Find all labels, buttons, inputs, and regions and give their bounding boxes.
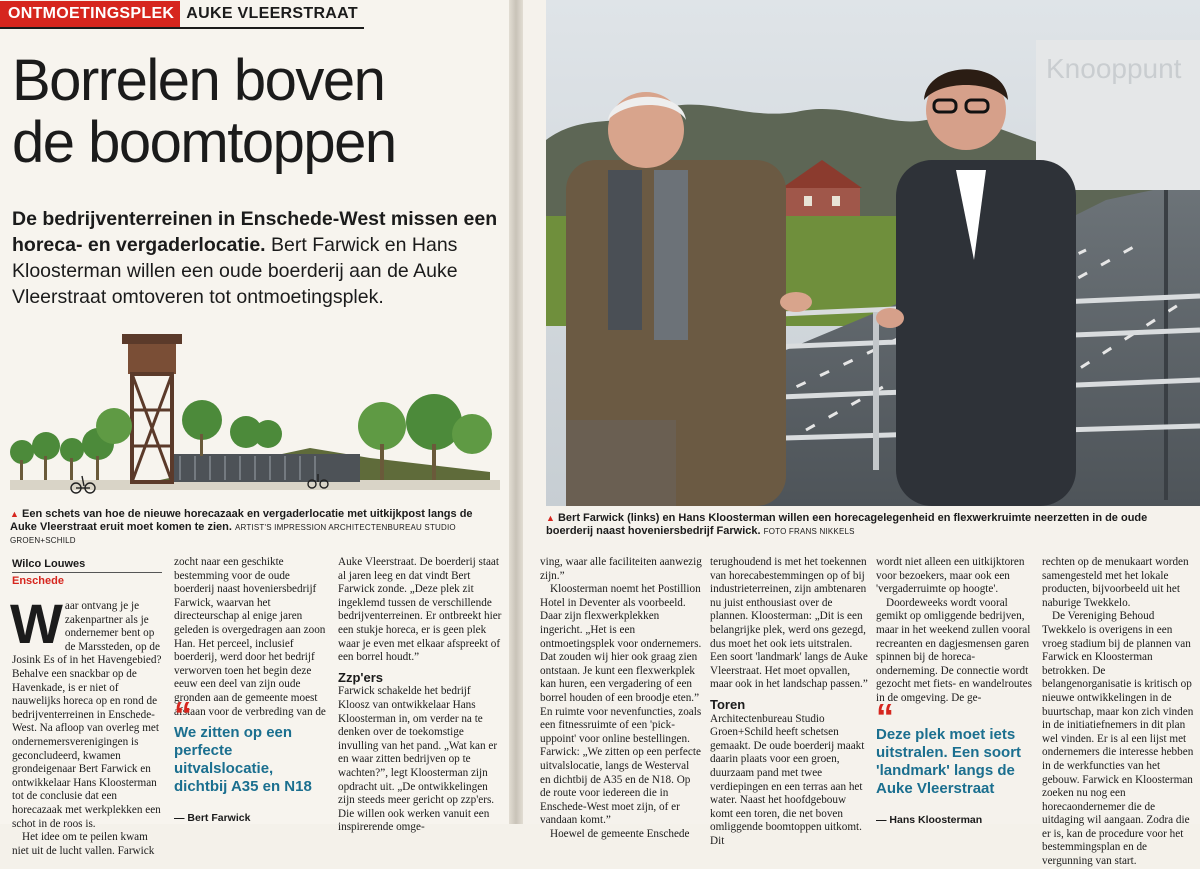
article-col2-p1: zocht naar een geschikte bestemming voor de oude boerderij naast hoveniersbedrijf Farwick, waarvan het directeurschap al enige jaren geleden is overgedragen aan zoon Han. Het perceel, inclusief boerderij, werd door het bedrijf verworven toen het begin deze eeuw een deel van zijn oude gronden aan de gemeente moest afstaan voor de verbreding van de: [174, 556, 326, 718]
article-col5-p2: Architectenbureau Studio Groen+Schild heeft schetsen gemaakt. De oude boerderij maakt daarin plaats voor een groen, duurzaam pand met twee verdiepingen en een terras aan het water. Naast het hoofdgebouw komt een toren, die net boven omliggende boomtoppen uitkomt. Dit: [710, 712, 865, 847]
page-gutter: [509, 0, 523, 824]
photo-caption: [546, 512, 1196, 538]
sketch-caption-credit: ARTIST'S IMPRESSION ARCHITECTENBUREAU STUDIO GROEN+SCHILD: [10, 523, 456, 545]
article-col1-p1: aar ontvang je je zakenpartner als je ondernemer bent op de Marssteden, op de Josink Es of in het Havengebied? Behalve een snackbar op de Havenkade, is er niet of nauwelijks horeca op en rond de bedrijventerreinen in Enschede-West. Na afloop van overleg met ondernemersverenigingen is geconcludeerd, kwamen grondeigenaar Bert Farwick en ontwikkelaar Hans Kloosterman tot de conclusie dat een horecazaak met werkplekken een schot in de roos is.: [12, 600, 162, 830]
photo-farwick-kloosterman: [546, 0, 1200, 506]
article-col6-p2: Doordeweeks wordt vooral gemikt op omliggende bedrijven, maar in het weekend zullen vooral recreanten en dagjesmensen garen spinnen bij de horeca-onderneming. De connectie wordt gezocht met fiets- en wandelroutes in de omgeving. De ge-: [876, 596, 1032, 704]
article-col6-p1: wordt niet alleen een uitkijktoren voor bezoekers, maar ook een 'vergaderruimte op hoogte'.: [876, 556, 1025, 596]
article-col1-p2: Het idee om te peilen kwam niet uit de lucht vallen. Farwick: [12, 831, 155, 857]
byline-author: Wilco Louwes: [12, 558, 162, 573]
article-column-4: [540, 556, 702, 841]
byline-place: Enschede: [12, 575, 64, 587]
architect-sketch: [10, 330, 500, 506]
billboard-text: Knooppunt: [1046, 53, 1182, 84]
article-col4-p1: ving, waar alle faciliteiten aanwezig zijn.”: [540, 556, 702, 582]
intro-bold: De bedrijventerreinen in Enschede-West missen een horeca- en vergaderlocatie.: [12, 208, 498, 256]
intro-regular: Bert Farwick en Hans Kloosterman willen een oude boerderij aan de Auke Vleerstraat omtoveren tot ontmoetingsplek.: [12, 234, 458, 308]
article-col5-p1: terughoudend is met het toekennen van horecabestemmingen op of bij industrieterreinen, zijn ambtenaren nu juist enthousiast over de plannen. Kloosterman: „Dit is een belangrijke plek, werd ons gezegd, dus moet het ook iets uitstralen. Een soort 'landmark' langs de Auke Vleerstraat. Het moet opvallen, maar ook in het landschap passen.”: [710, 556, 868, 691]
pull-quote-1: [174, 694, 324, 824]
section-rule: [0, 27, 364, 29]
section-header: [0, 0, 364, 28]
article-col5-subhead: Toren: [710, 696, 746, 712]
dropcap: W: [10, 592, 63, 655]
photo-caption-text: Bert Farwick (links) en Hans Kloosterman willen een horecagelegenheid en flexwerkruimte neerzetten in de oude boerderij naast hoveniersbedrijf Farwick.: [546, 512, 1148, 537]
article-col3-p2: Farwick schakelde het bedrijf Kloosz van ontwikkelaar Hans Kloosterman in, om verder na te denken over de toekomstige invulling van het pand. „Wat kan er en waar zitten bedrijven op te wachten?”, legt Kloosterman zijn opdracht uit. „De ontwikkelingen zijn steeds meer gericht op zzp'ers. Die willen ook werken vanuit een inspirerende omge-: [338, 685, 498, 834]
byline: [12, 558, 162, 587]
quote-mark-icon: “: [876, 696, 894, 737]
headline-line-1: Borrelen boven: [12, 48, 385, 113]
article-col7-p1: rechten op de menukaart worden samengesteld met het lokale producten, bijvoorbeeld uit het naburige Twekkelo.: [1042, 556, 1189, 609]
section-label: ONTMOETINGSPLEK: [0, 1, 180, 27]
article-column-3: [338, 556, 502, 835]
pull-quote-1-text: We zitten op een perfecte uitvalslocatie, dichtbij A35 en N18: [174, 724, 312, 795]
sketch-caption: [10, 508, 502, 547]
caption-triangle-icon: ▲: [10, 509, 19, 519]
section-street: AUKE VLEERSTRAAT: [186, 5, 358, 22]
quote-mark-icon: “: [174, 694, 192, 735]
intro-paragraph: [12, 206, 504, 310]
article-col3-subhead: Zzp'ers: [338, 669, 383, 685]
article-column-1: [10, 592, 166, 858]
article-col4-p2: Kloosterman noemt het Postillion Hotel in Deventer als voorbeeld. Daar zijn flexwerkplekken ingericht. „Het is een ontmoetingsplek voor ondernemers. Dat zouden wij hier ook graag zien ontstaan. Je kunt een flexwerkplek kan huren, een vergadering of een borrel houden of een broodje eten.” En ruimte voor nevenfuncties, zoals een fitnessruimte of een 'pick-uppoint' voor online bestellingen. Farwick: „We zitten op een perfecte uitvalslocatie, langs de Westerval en dichtbij de A35 en de N18. Op de route voor iedereen die in Enschede-West moet zijn, of er vandaan komt.”: [540, 583, 702, 827]
article-column-2: [174, 556, 328, 719]
pull-quote-2-text: Deze plek moet iets uitstralen. Een soort 'landmark' langs de Auke Vleerstraat: [876, 726, 1022, 797]
sketch-caption-text: Een schets van hoe de nieuwe horecazaak en vergaderlocatie met uitkijkpost langs de Auke Vleerstraat eruit moet komen te zien.: [10, 508, 473, 533]
pull-quote-2-name: — Hans Kloosterman: [876, 814, 983, 826]
article-column-5: [710, 556, 868, 848]
article-col7-p2: De Vereniging Behoud Twekkelo is overigens in een vroeg stadium bij de plannen van Farwick en Kloosterman betrokken. De belangenorganisatie is kritisch op nieuwe ontwikkelingen in de buurtschap, maar kon zich vinden in de initiatiefnemers in dit plan wel vinden. Er is al een lijst met ondernemers die interesse hebben in de werkfuncties van het gebouw. Farwick en Kloosterman zoeken nu nog een horecaondernemer die de uitdaging wil aangaan. Zodra die er is, kan de procedure voor het bestemmingsplan en de vergunning van start.: [1042, 610, 1194, 868]
page-title: [12, 50, 502, 174]
article-col4-p3: Hoewel de gemeente Enschede: [550, 827, 690, 840]
article-column-7: [1042, 556, 1194, 869]
photo-caption-triangle-icon: ▲: [546, 513, 555, 523]
pull-quote-1-name: — Bert Farwick: [174, 812, 251, 824]
article-column-6: [876, 556, 1032, 706]
pull-quote-2: [876, 696, 1030, 826]
headline-line-2: de boomtoppen: [12, 110, 396, 175]
article-col3-p1: Auke Vleerstraat. De boerderij staat al jaren leeg en dat vindt Bert Farwick zonde. „Deze plek zit ingeklemd tussen de verschillende bedrijventerreinen. Er ontbreekt hier een stukje horeca, er is geen plek waar je even met elkaar afspreekt of een borrel houdt.”: [338, 556, 502, 664]
photo-caption-credit: FOTO FRANS NIKKELS: [763, 527, 855, 536]
building: [170, 454, 360, 482]
